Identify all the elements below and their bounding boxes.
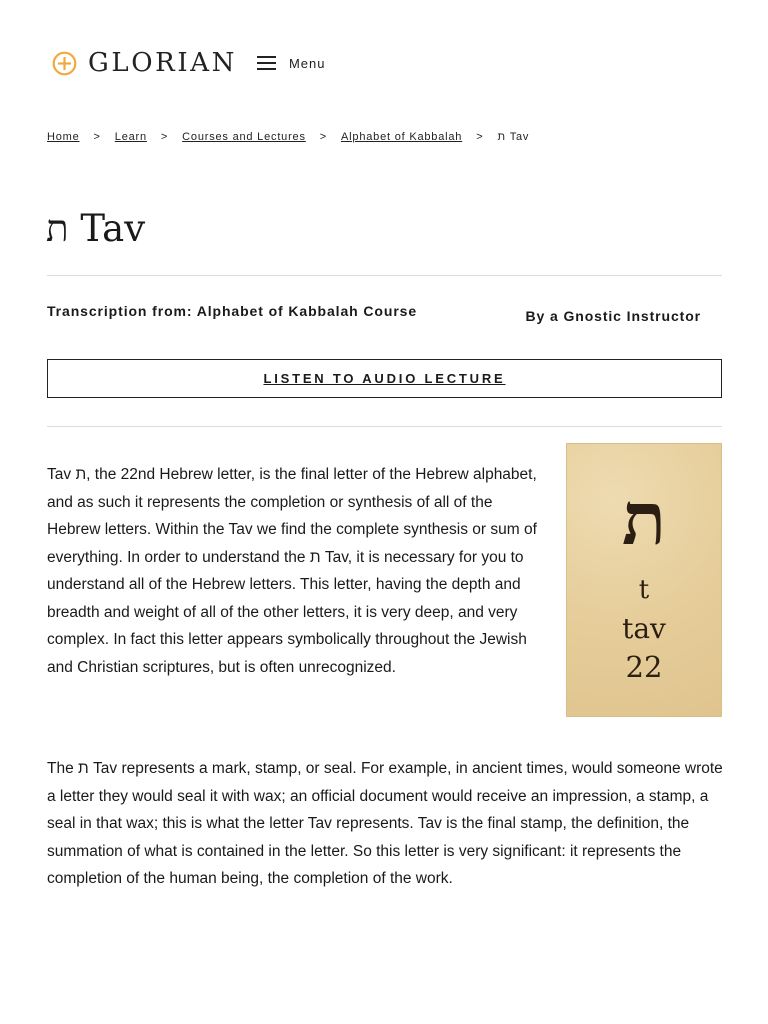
- tav-letter-card: [566, 443, 722, 717]
- menu-label[interactable]: Menu: [288, 55, 326, 71]
- hamburger-icon[interactable]: [257, 56, 276, 70]
- breadcrumb-separator: >: [476, 131, 484, 143]
- logo-text[interactable]: GLORIAN: [88, 48, 237, 78]
- breadcrumb-separator: >: [160, 131, 169, 143]
- body-paragraph: The ת Tav represents a mark, stamp, or seal. For example, in ancient times, would someone wrote a letter they would seal it with wax; an official document would receive an impression, a stamp, a seal in that wax; this is what the letter Tav represents. Tav is the final stamp, the definition, the summation of what is contained in the letter. So this letter is very significant: it represents the completion of the human being, the completion of the work.: [47, 760, 723, 887]
- page-title: ת Tav: [46, 207, 146, 250]
- divider: [47, 275, 722, 276]
- listen-audio-button[interactable]: [47, 359, 722, 398]
- breadcrumb: [47, 131, 529, 143]
- breadcrumb-courses[interactable]: Courses and Lectures: [182, 131, 306, 143]
- author-credit: By a Gnostic Instructor: [525, 308, 701, 324]
- transcription-source: Transcription from: Alphabet of Kabbalah Course: [47, 303, 418, 319]
- card-transliteration: t: [638, 575, 650, 605]
- card-hebrew-letter: ת: [622, 476, 666, 561]
- site-header: [52, 48, 325, 78]
- breadcrumb-current: ת Tav: [497, 131, 530, 143]
- glorian-cross-icon[interactable]: [52, 51, 77, 76]
- card-letter-name: tav: [622, 612, 666, 645]
- breadcrumb-learn[interactable]: Learn: [114, 131, 147, 143]
- body-paragraph: Tav ת, the 22nd Hebrew letter, is the final letter of the Hebrew alphabet, and as such it represents the completion or synthesis of all of the Hebrew letters. Within the Tav we find the complete synthesis or sum of everything. In order to understand the ת Tav, it is necessary for you to understand all of the Hebrew letters. This letter, having the depth and breadth and weight of all of the other letters, it is very deep, and very complex. In fact this letter appears symbolically throughout the Jewish and Christian scriptures, but is often unrecognized.: [47, 466, 537, 676]
- listen-audio-label[interactable]: LISTEN TO AUDIO LECTURE: [263, 371, 506, 386]
- divider: [47, 426, 722, 427]
- breadcrumb-home[interactable]: Home: [47, 131, 80, 143]
- breadcrumb-separator: >: [319, 131, 328, 143]
- menu-button[interactable]: [257, 56, 326, 71]
- breadcrumb-alphabet[interactable]: Alphabet of Kabbalah: [341, 131, 463, 143]
- breadcrumb-separator: >: [93, 131, 101, 143]
- card-letter-number: 22: [625, 650, 663, 684]
